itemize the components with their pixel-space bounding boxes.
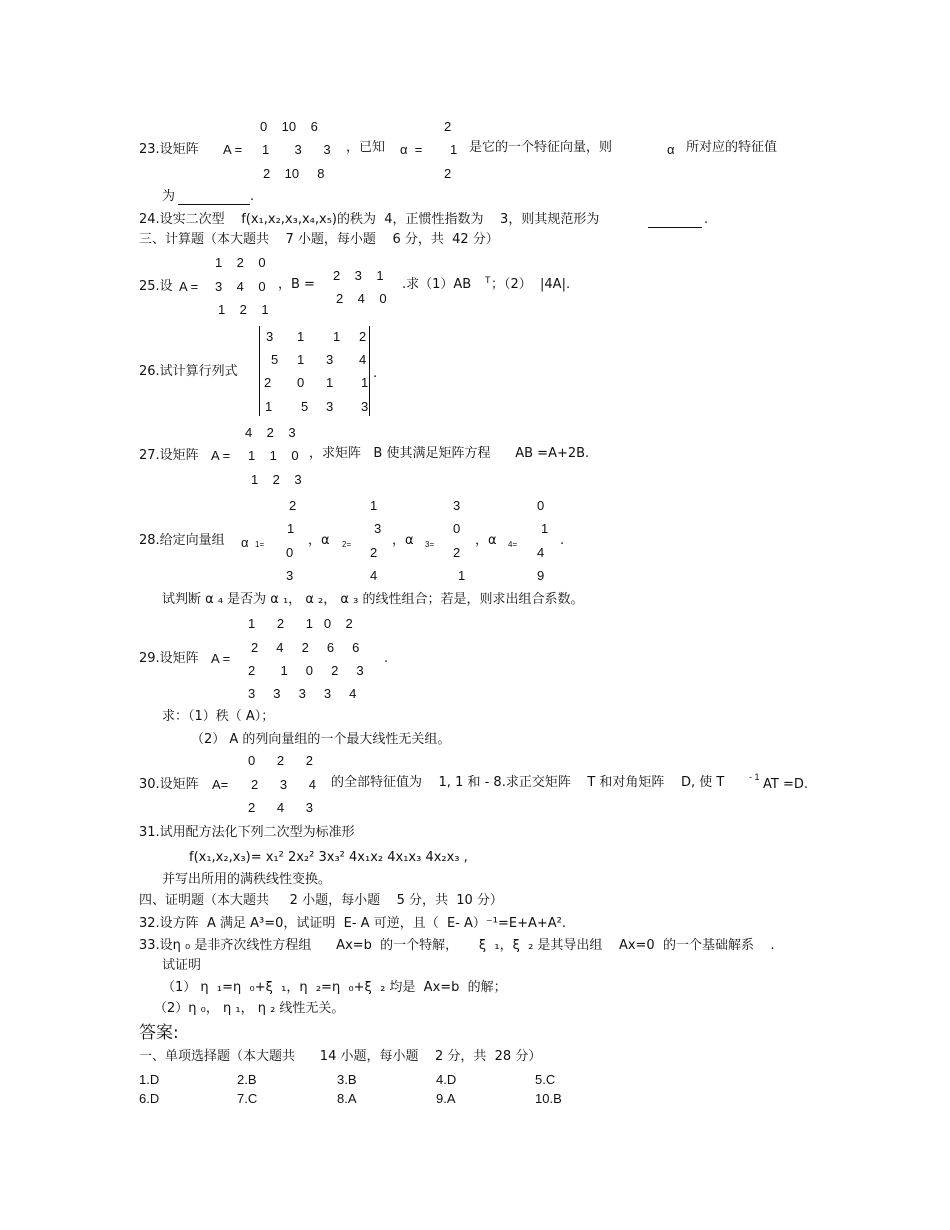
q23-A-eq: A = xyxy=(223,142,243,157)
q28-a3-1: 3 xyxy=(453,498,461,513)
q23-prefix: 23.设矩阵 xyxy=(139,142,199,157)
answer-6: 6.D xyxy=(139,1091,160,1106)
q23-vec-3: 2 xyxy=(444,166,452,181)
q26-r1c4: 2 xyxy=(359,329,367,344)
q28-alpha3-sub: 3= xyxy=(425,540,435,549)
answer-4: 4.D xyxy=(436,1072,457,1087)
q23-matrix-row-3: 2 10 8 xyxy=(263,166,325,181)
q26-r3c1: 2 xyxy=(264,375,272,390)
q28-a1-3: 0 xyxy=(286,545,294,560)
q26-r2c1: 5 xyxy=(271,352,279,367)
q28-a1-4: 3 xyxy=(286,568,294,583)
section-3-heading: 三、计算题（本大题共 7 小题，每小题 6 分，共 42 分） xyxy=(139,232,499,247)
answer-7: 7.C xyxy=(237,1091,258,1106)
q29-A-eq: A = xyxy=(211,651,231,666)
q30-row-1: 0 2 2 xyxy=(248,753,314,768)
q23-line2: 为 xyxy=(162,189,176,204)
q28-end: . xyxy=(560,533,565,548)
q28-a4-1: 0 xyxy=(537,498,545,513)
q32-text: 32.设方阵 A 满足 A³=0，试证明 E- A 可逆，且（ E- A）⁻¹=E+A+A². xyxy=(139,916,566,931)
q29-row-1: 1 2 1 0 2 xyxy=(248,616,353,631)
q26-det-bar-right xyxy=(369,326,370,416)
q28-alpha2: ，α xyxy=(308,533,330,548)
q28-a2-4: 4 xyxy=(370,568,378,583)
q33-line4: （2）η ₀， η ₁， η ₂ 线性无关。 xyxy=(154,1001,345,1016)
q23-answer-blank xyxy=(178,203,250,205)
q25-transpose-sup: T xyxy=(485,275,491,285)
answers-section-1-heading: 一、单项选择题（本大题共 14 小题，每小题 2 分，共 28 分） xyxy=(139,1049,542,1064)
q30-row-3: 2 4 3 xyxy=(248,800,314,815)
q29-row-2: 2 4 2 6 6 xyxy=(251,640,360,655)
answer-9: 9.A xyxy=(436,1091,456,1106)
q30-inverse-sup: - 1 xyxy=(749,772,760,782)
q29-ask2: （2） A 的列向量组的一个最大线性无关组。 xyxy=(191,732,451,747)
q23-after: 是它的一个特征向量，则 xyxy=(469,140,613,155)
q31-formula: f(x₁,x₂,x₃)= x₁² 2x₂² 3x₃² 4x₁x₂ 4x₁x₃ 4x₂x₃ , xyxy=(189,850,468,865)
q26-r1c1: 3 xyxy=(266,329,274,344)
q28-a4-3: 4 xyxy=(537,545,545,560)
q23-known: ，已知 xyxy=(346,140,386,155)
q28-a3-4: 1 xyxy=(458,568,466,583)
answer-1: 1.D xyxy=(139,1072,160,1087)
q26-r3c3: 1 xyxy=(326,375,334,390)
q23-tail: 所对应的特征值 xyxy=(686,140,778,155)
q28-a4-4: 9 xyxy=(537,568,545,583)
q26-r2c4: 4 xyxy=(359,352,367,367)
answer-3: 3.B xyxy=(337,1072,357,1087)
q23-matrix-row-2: 1 3 3 xyxy=(262,142,331,157)
q25-B-eq: ，B = xyxy=(278,277,315,292)
q33-line2: 试证明 xyxy=(162,958,202,973)
q28-a2-3: 2 xyxy=(370,545,378,560)
q28-a2-1: 1 xyxy=(370,498,378,513)
q28-a1-2: 1 xyxy=(287,521,295,536)
q26-r1c2: 1 xyxy=(297,329,305,344)
q26-det-bar-left xyxy=(259,326,260,416)
q28-a3-3: 2 xyxy=(453,545,461,560)
q25-ask2: ；（2） |4A|. xyxy=(491,277,571,292)
q26-r2c2: 1 xyxy=(297,352,305,367)
q25-ask: .求（1）AB xyxy=(402,277,472,292)
q24-text: 24.设实二次型 f(x₁,x₂,x₃,x₄,x₅)的秩为 4，正惯性指数为 3，则其规范形为 xyxy=(139,212,600,227)
q23-vec-2: 1 xyxy=(450,142,458,157)
q27-row-1: 4 2 3 xyxy=(245,425,296,440)
q28-a1-1: 2 xyxy=(289,498,297,513)
q26-r4c1: 1 xyxy=(265,399,273,414)
q31-line1: 31.试用配方法化下列二次型为标准形 xyxy=(139,825,355,840)
q23-line2-end: . xyxy=(250,189,255,204)
q27-row-3: 1 2 3 xyxy=(251,472,302,487)
q25-A-eq: A = xyxy=(179,279,199,294)
q28-a2-2: 3 xyxy=(374,521,382,536)
q33-line1: 33.设η ₀ 是非齐次线性方程组 Ax=b 的一个特解， ξ ₁，ξ ₂ 是其导出组 Ax=0 的一个基础解系 . xyxy=(139,938,775,953)
q29-ask1: 求：（1）秩（ A）； xyxy=(162,709,275,724)
q28-a3-2: 0 xyxy=(453,521,461,536)
q26-r2c3: 3 xyxy=(326,352,334,367)
q28-alpha4: ，α xyxy=(475,533,497,548)
q23-matrix-row-1: 0 10 6 xyxy=(260,119,318,134)
q23-vec-1: 2 xyxy=(444,119,452,134)
answer-5: 5.C xyxy=(535,1072,556,1087)
q29-prefix: 29.设矩阵 xyxy=(139,651,199,666)
q25-A-row-1: 1 2 0 xyxy=(215,255,266,270)
q27-prefix: 27.设矩阵 xyxy=(139,448,199,463)
q26-end: . xyxy=(373,366,378,381)
q29-end: . xyxy=(384,651,389,666)
q28-alpha4-sub: 4= xyxy=(508,540,518,549)
q28-a4-2: 1 xyxy=(541,521,549,536)
q33-line3: （1） η ₁=η ₀+ξ ₁，η ₂=η ₀+ξ ₂ 均是 Ax=b 的解； xyxy=(162,980,507,995)
q31-line3: 并写出所用的满秩线性变换。 xyxy=(162,872,332,887)
q24-end: . xyxy=(704,212,709,227)
q26-r1c3: 1 xyxy=(333,329,341,344)
q30-row-2: 2 3 4 xyxy=(251,777,317,792)
q25-B-row-1: 2 3 1 xyxy=(333,268,384,283)
answer-2: 2.B xyxy=(237,1072,257,1087)
answer-10: 10.B xyxy=(535,1091,562,1106)
q28-alpha3: ，α xyxy=(392,533,414,548)
answer-8: 8.A xyxy=(337,1091,357,1106)
q26-r4c2: 5 xyxy=(301,399,309,414)
q28-alpha1: α xyxy=(241,535,249,550)
answers-title: 答案: xyxy=(139,1023,179,1043)
q28-line2: 试判断 α ₄ 是否为 α ₁， α ₂， α ₃ 的线性组合；若是，则求出组合系数。 xyxy=(162,592,584,607)
q27-A-eq: A = xyxy=(211,448,231,463)
q29-row-4: 3 3 3 3 4 xyxy=(248,686,357,701)
q24-answer-blank xyxy=(648,226,702,228)
q27-row-2: 1 1 0 xyxy=(248,448,299,463)
q26-r4c4: 3 xyxy=(361,399,369,414)
q25-B-row-2: 2 4 0 xyxy=(336,291,387,306)
q30-tail2: AT =D. xyxy=(763,777,808,792)
q29-row-3: 2 1 0 2 3 xyxy=(248,663,364,678)
q25-prefix: 25.设 xyxy=(139,279,173,294)
q25-A-row-3: 1 2 1 xyxy=(218,302,269,317)
q26-r3c2: 0 xyxy=(297,375,305,390)
q26-r4c3: 3 xyxy=(326,399,334,414)
q27-tail: ，求矩阵 B 使其满足矩阵方程 AB =A+2B. xyxy=(309,446,590,461)
q23-alpha-eq: α = xyxy=(400,142,423,157)
q28-alpha2-sub: 2= xyxy=(342,540,352,549)
q26-prefix: 26.试计算行列式 xyxy=(139,364,238,379)
section-4-heading: 四、证明题（本大题共 2 小题，每小题 5 分，共 10 分） xyxy=(139,893,503,908)
q30-A-eq: A= xyxy=(212,777,229,792)
q28-alpha1-sub: 1= xyxy=(255,540,265,549)
q25-A-row-2: 3 4 0 xyxy=(215,279,266,294)
q26-r3c4: 1 xyxy=(361,375,369,390)
q30-tail: 的全部特征值为 1, 1 和 - 8.求正交矩阵 T 和对角矩阵 D, 使 T xyxy=(331,775,725,790)
q23-alpha: α xyxy=(667,142,675,157)
q30-prefix: 30.设矩阵 xyxy=(139,777,199,792)
q28-prefix: 28.给定向量组 xyxy=(139,533,225,548)
